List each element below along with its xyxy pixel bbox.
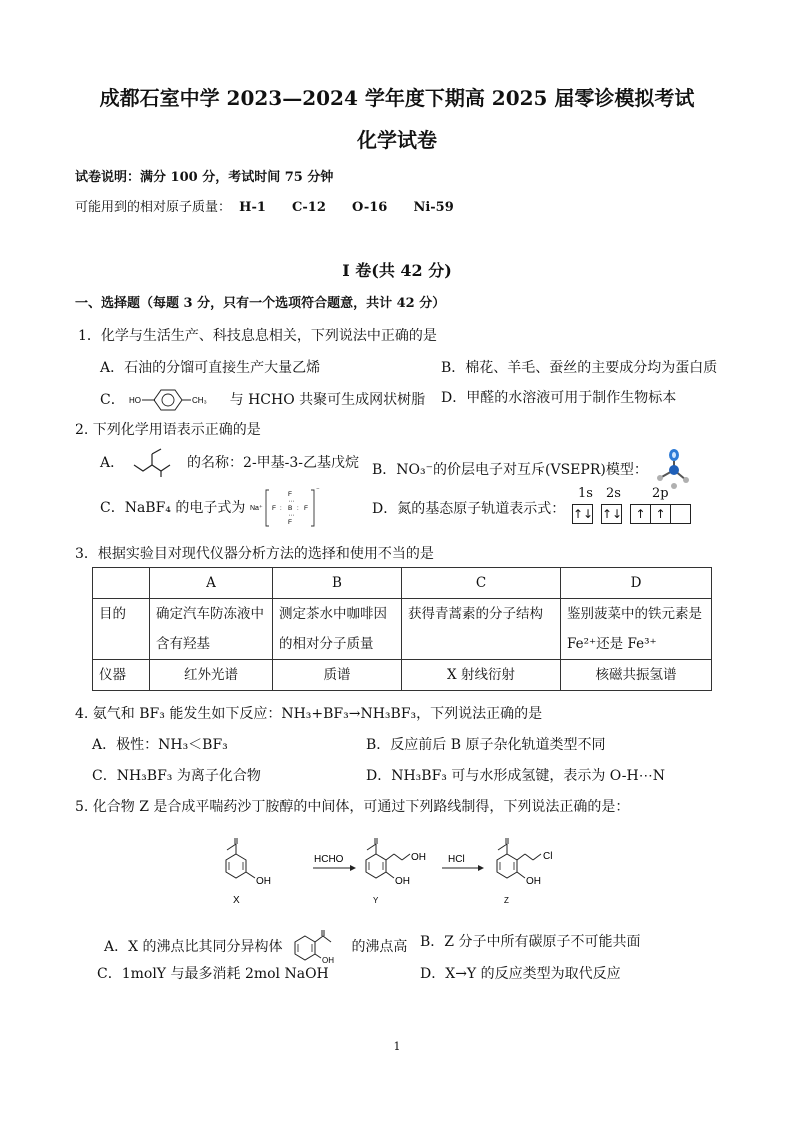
atomic-mass-ni: Ni-59	[413, 200, 454, 215]
f-top-label: F	[287, 491, 292, 498]
orbital-box-2p-3	[670, 504, 691, 524]
table-header-cell	[93, 568, 150, 599]
ortho-hydroxyacetophenone-structure	[287, 930, 347, 964]
svg-text::: :	[279, 506, 282, 512]
q2-option-a-suffix: 的名称：2-甲基-3-乙基戊烷	[187, 455, 360, 471]
svg-text:⋯: ⋯	[288, 513, 295, 519]
compound-y-structure	[366, 838, 426, 905]
orbital-box-2p-1: ↑	[630, 504, 651, 524]
atomic-mass-c: C-12	[292, 200, 326, 215]
instrument-table	[92, 567, 712, 691]
atomic-mass-h: H-1	[239, 200, 266, 215]
section-heading: 一、选择题（每题 3 分，只有一个选项符合题意，共计 42 分）	[75, 296, 446, 311]
f-left-label: F	[271, 505, 276, 512]
table-row-label: 仪器	[93, 660, 150, 691]
table-header-row	[93, 568, 712, 599]
y-oh-ring-label: OH	[395, 876, 410, 887]
q4-option-a: A．极性：NH₃＜BF₃	[92, 737, 228, 753]
f-right-label: F	[303, 505, 308, 512]
orbital-box-1s: ↑↓	[572, 504, 593, 524]
compound-y-label: Y	[373, 896, 379, 905]
compound-x-structure	[226, 838, 271, 906]
x-oh-label: OH	[256, 876, 271, 887]
exam-subtitle: 化学试卷	[357, 128, 437, 152]
q4-option-d: D．NH₃BF₃ 可与水形成氢键，表示为 O-H⋯N	[366, 768, 665, 784]
atomic-mass-o: O-16	[352, 200, 388, 215]
q1-option-b: B．棉花、羊毛、蚕丝的主要成分均为蛋白质	[441, 360, 718, 376]
orbital-box-2p-2: ↑	[650, 504, 671, 524]
q2-option-d: D．氮的基态原子轨道表示式：	[372, 501, 566, 517]
q1-option-a: A．石油的分馏可直接生产大量乙烯	[100, 360, 321, 376]
isomer-oh-label: OH	[321, 956, 334, 964]
q5-option-a	[104, 930, 407, 964]
orbital-box-2s: ↑↓	[601, 504, 622, 524]
q5-option-c: C．1molY 与最多消耗 2mol NaOH	[97, 966, 329, 982]
compound-z-structure	[497, 838, 552, 905]
q2-option-b-text: B．NO₃⁻的价层电子对互斥(VSEPR)模型：	[372, 462, 648, 478]
exam-note: 试卷说明：满分 100 分，考试时间 75 分钟	[75, 170, 334, 185]
q4-option-b: B．反应前后 B 原子杂化轨道类型不同	[366, 737, 606, 753]
svg-text:⋯: ⋯	[288, 499, 295, 505]
table-cell: 确定汽车防冻液中含有羟基	[150, 599, 273, 660]
table-cell: X 射线衍射	[402, 660, 561, 691]
q4-stem: 4. 氨气和 BF₃ 能发生如下反应：NH₃+BF₃→NH₃BF₃，下列说法正确的是	[75, 706, 543, 722]
part-title: I 卷(共 42 分)	[342, 261, 452, 280]
struct-ho-label: HO	[129, 396, 142, 405]
table-header-cell: C	[402, 568, 561, 599]
orbital-label-1s: 1s	[578, 486, 593, 501]
page-number: 1	[393, 1040, 401, 1053]
q1-option-c-suffix: 与 HCHO 共聚可生成网状树脂	[229, 392, 426, 408]
table-cell: 鉴别菠菜中的铁元素是 Fe²⁺还是 Fe³⁺	[561, 599, 712, 660]
table-cell: 红外光谱	[150, 660, 273, 691]
q5-option-a-prefix: A．X 的沸点比其同分异构体	[104, 939, 283, 955]
table-row	[93, 660, 712, 691]
nabf4-electron-formula	[250, 486, 322, 530]
q5-option-d: D．X→Y 的反应类型为取代反应	[420, 966, 621, 982]
z-cl-label: Cl	[543, 851, 553, 862]
q2-option-c-prefix: C．NaBF₄ 的电子式为	[100, 500, 246, 516]
q4-option-c: C．NH₃BF₃ 为离子化合物	[92, 768, 261, 784]
atomic-mass-label: 可能用到的相对原子质量：	[75, 200, 232, 215]
q2-stem: 2. 下列化学用语表示正确的是	[75, 422, 261, 438]
compound-z-label: Z	[504, 896, 509, 905]
orbital-label-2p: 2p	[652, 486, 669, 501]
z-oh-label: OH	[526, 876, 541, 887]
q1-option-c	[100, 387, 425, 413]
q1-option-c-prefix: C．	[100, 392, 125, 408]
reagent-hcho: HCHO	[314, 854, 344, 865]
svg-text:⁻: ⁻	[315, 487, 320, 494]
compound-x-label: X	[233, 895, 240, 906]
q5-option-a-suffix: 的沸点高	[351, 939, 408, 955]
q3-stem: 3．根据实验目对现代仪器分析方法的选择和使用不当的是	[75, 546, 434, 562]
na-ion-label: Na⁺	[249, 505, 263, 512]
table-header-cell: B	[273, 568, 402, 599]
q2-option-b	[372, 448, 692, 492]
table-cell: 测定茶水中咖啡因的相对分子质量	[273, 599, 402, 660]
q1-option-d: D．甲醛的水溶液可用于制作生物标本	[441, 390, 677, 406]
f-bottom-label: F	[287, 519, 292, 526]
q2-option-a-prefix: A．	[100, 455, 125, 471]
p-cresol-structure	[129, 387, 225, 413]
table-cell: 质谱	[273, 660, 402, 691]
y-oh-chain-label: OH	[411, 852, 426, 863]
reagent-hcl: HCl	[448, 854, 465, 865]
reaction-scheme	[210, 832, 590, 912]
q2-option-a	[100, 448, 359, 478]
table-cell: 核磁共振氢谱	[561, 660, 712, 691]
svg-text::: :	[296, 506, 299, 512]
q1-stem: 1．化学与生活生产、科技息息相关，下列说法中正确的是	[78, 328, 437, 344]
skeletal-alkane-structure	[131, 448, 181, 478]
q5-stem: 5. 化合物 Z 是合成平喘药沙丁胺醇的中间体，可通过下列路线制得，下列说法正确的是：	[75, 799, 630, 815]
orbital-label-2s: 2s	[606, 486, 621, 501]
table-cell: 获得青蒿素的分子结构	[402, 599, 561, 660]
q2-option-c	[100, 486, 322, 530]
q5-option-b: B．Z 分子中所有碳原子不可能共面	[420, 934, 641, 950]
exam-title: 成都石室中学 2023—2024 学年度下期高 2025 届零诊模拟考试	[99, 86, 695, 110]
table-row	[93, 599, 712, 660]
b-center-label: B	[287, 505, 293, 512]
table-header-cell: A	[150, 568, 273, 599]
table-row-label: 目的	[93, 599, 150, 660]
atomic-masses	[75, 196, 454, 215]
table-header-cell: D	[561, 568, 712, 599]
struct-ch3-label: CH₃	[192, 396, 207, 405]
